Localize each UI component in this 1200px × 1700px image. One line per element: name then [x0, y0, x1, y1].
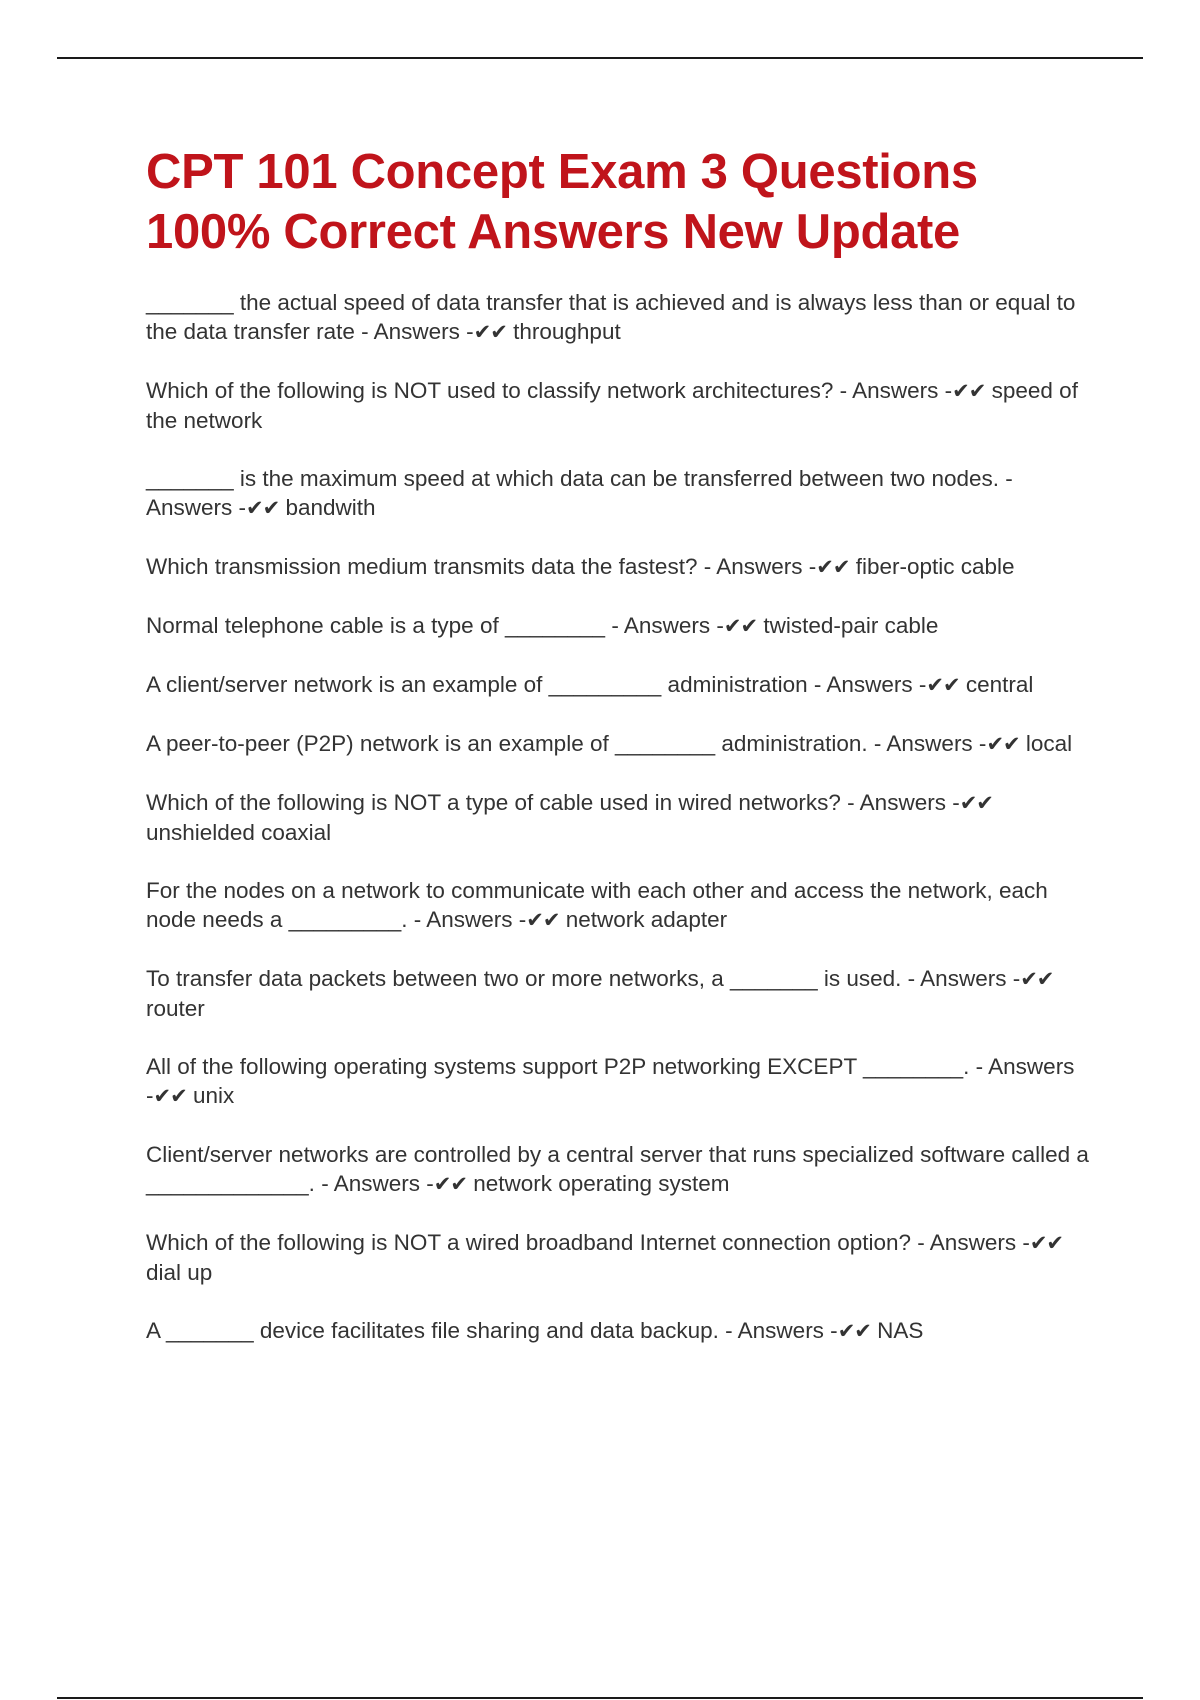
check-marks-icon: ✔✔ — [1029, 1231, 1064, 1255]
answer-separator: - Answers - — [146, 466, 1018, 520]
qa-list — [146, 288, 1096, 1346]
check-marks-icon: ✔✔ — [526, 908, 560, 932]
answer-text: twisted-pair cable — [763, 613, 939, 638]
answer-text: NAS — [877, 1318, 924, 1343]
check-marks-icon: ✔✔ — [723, 614, 758, 638]
answer-separator: - Answers - — [407, 907, 527, 932]
answer-separator: - Answers - — [840, 790, 960, 815]
check-marks-icon: ✔✔ — [959, 791, 993, 815]
answer-separator: - Answers - — [833, 378, 953, 403]
answer-text: local — [1025, 731, 1073, 756]
question-text: Which of the following is NOT used to classify network architectures? — [146, 378, 834, 403]
check-marks-icon: ✔✔ — [473, 320, 507, 344]
footer-rule — [57, 1697, 1143, 1699]
question-text: Which of the following is NOT a wired broadband Internet connection option? — [146, 1230, 912, 1255]
answer-separator: - Answers - — [911, 1230, 1030, 1255]
answer-text: fiber-optic cable — [855, 554, 1015, 579]
answer-text: dial up — [146, 1260, 213, 1285]
answer-text: bandwith — [285, 495, 376, 520]
answer-separator: - Answers - — [718, 1318, 838, 1343]
qa-item — [146, 1228, 1096, 1287]
question-text: A _______ device facilitates file sharing and data backup. — [146, 1318, 719, 1343]
check-marks-icon: ✔✔ — [926, 673, 960, 697]
answer-text: router — [146, 996, 205, 1021]
qa-item — [146, 464, 1096, 523]
qa-item — [146, 964, 1096, 1023]
answer-text: speed of the network — [146, 378, 1085, 433]
question-text: Which transmission medium transmits data the fastest? — [146, 554, 698, 579]
answer-text: unshielded coaxial — [146, 820, 332, 845]
question-text: _______ the actual speed of data transfer that is achieved and is always less than or equal to the data transfer rate — [146, 290, 1082, 344]
question-text: Which of the following is NOT a type of cable used in wired networks? — [146, 790, 841, 815]
check-marks-icon: ✔✔ — [246, 496, 280, 520]
qa-item — [146, 376, 1096, 435]
question-text: Client/server networks are controlled by a central server that runs specialized software called a _____________. — [146, 1142, 1096, 1196]
question-text: _______ is the maximum speed at which data can be transferred between two nodes. — [146, 466, 1000, 491]
check-marks-icon: ✔✔ — [1020, 967, 1054, 991]
qa-item — [146, 1052, 1096, 1111]
header-rule — [57, 57, 1143, 59]
check-marks-icon: ✔✔ — [153, 1084, 187, 1108]
answer-separator: - Answers - — [354, 319, 474, 344]
question-text: A peer-to-peer (P2P) network is an example of ________ administration. — [146, 731, 868, 756]
qa-item — [146, 670, 1096, 700]
qa-item — [146, 876, 1096, 935]
document-title: CPT 101 Concept Exam 3 Questions 100% Correct Answers New Update — [146, 145, 978, 259]
question-text: Normal telephone cable is a type of ________ — [146, 613, 606, 638]
answer-text: central — [965, 672, 1034, 697]
answer-separator: - Answers - — [146, 1054, 1081, 1108]
answer-text: network operating system — [473, 1171, 730, 1196]
answer-text: unix — [192, 1083, 235, 1108]
check-marks-icon: ✔✔ — [952, 379, 986, 403]
answer-separator: - Answers - — [807, 672, 927, 697]
document-body — [146, 142, 1096, 1375]
check-marks-icon: ✔✔ — [816, 555, 850, 579]
answer-text: throughput — [513, 319, 621, 344]
qa-item — [146, 1316, 1096, 1346]
question-text: All of the following operating systems support P2P networking EXCEPT ________. — [146, 1054, 970, 1079]
answer-separator: - Answers - — [867, 731, 987, 756]
check-marks-icon: ✔✔ — [986, 732, 1020, 756]
check-marks-icon: ✔✔ — [837, 1319, 871, 1343]
answer-text: network adapter — [565, 907, 728, 932]
qa-item — [146, 788, 1096, 847]
question-text: To transfer data packets between two or more networks, a _______ is used. — [146, 966, 902, 991]
qa-item — [146, 288, 1096, 347]
qa-item — [146, 729, 1096, 759]
answer-separator: - Answers - — [901, 966, 1021, 991]
answer-separator: - Answers - — [605, 613, 724, 638]
qa-item — [146, 1140, 1096, 1199]
question-text: A client/server network is an example of _________ administration — [146, 672, 808, 697]
answer-separator: - Answers - — [314, 1171, 434, 1196]
check-marks-icon: ✔✔ — [433, 1172, 467, 1196]
qa-item — [146, 552, 1096, 582]
qa-item — [146, 611, 1096, 641]
answer-separator: - Answers - — [697, 554, 817, 579]
question-text: For the nodes on a network to communicate with each other and access the network, each node needs a _________. — [146, 878, 1055, 932]
